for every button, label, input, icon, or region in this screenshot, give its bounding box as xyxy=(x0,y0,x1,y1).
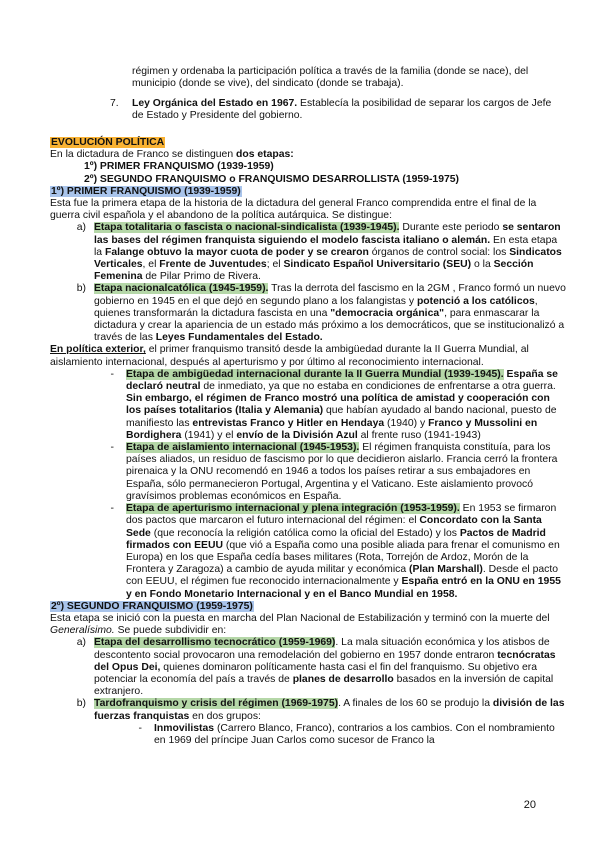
main-content xyxy=(50,137,566,747)
section-heading-primer: 1º) PRIMER FRANQUISMO (1939-1959) xyxy=(51,185,241,197)
list-item-7: 7. Ley Orgánica del Estado en 1967. Establecía la posibilidad de separar los cargos de Jefe de Estado y Presidente del gobierno. xyxy=(110,98,552,122)
foreign-stage-2: - Etapa de aislamiento internacional (1945-1953). El régimen franquista constituía, para los países aliados, un residuo de fascismo por lo que decidieron aislarlo. Francia cerró la frontera pirenaica y la ONU recomendó en 1946 a todos los países retirar a sus embajadores en España, sólo permanecieron Portugal, Argentina y el Vaticano. Este aislamiento provocó gravísimos problemas económicos en España. xyxy=(110,442,558,502)
primer-item-a: a) Etapa totalitaria o fascista o nacional-sindicalista (1939-1945). Durante este periodo se sentaron las bases del régimen franquista siguiendo el modelo fascista italiano o alemán. En esta etapa la Falange obtuvo la mayor cuota de poder y se crearon órganos de control social: los Sindicatos Verticales, el Frente de Juventudes; el Sindicato Español Universitario (SEU) o la Sección Femenina de Pilar Primo de Rivera. xyxy=(76,222,562,283)
continued-paragraph: régimen y ordenaba la participación política a través de la familia (donde se nace), del municipio (donde se vive), del sindicato (donde se trabaja). xyxy=(132,66,529,90)
segundo-item-b: b) Tardofranquismo y crisis del régimen (1969-1975). A finales de los 60 se produjo la división de las fuerzas franquistas en dos grupos: xyxy=(76,698,565,722)
stage-2-label: 2º) SEGUNDO FRANQUISMO o FRANQUISMO DESARROLLISTA (1959-1975) xyxy=(84,173,460,185)
page-number: 20 xyxy=(523,799,536,811)
section-heading-segundo: 2º) SEGUNDO FRANQUISMO (1959-1975) xyxy=(51,600,253,612)
intro-paragraph: En la dictadura de Franco se distinguen dos etapas: xyxy=(50,149,294,161)
foreign-policy-paragraph: En política exterior, el primer franquismo transitó desde la ambigüedad durante la II Guerra Mundial, al aislamiento internacional, después al aperturismo y por último al reconocimiento internacional. xyxy=(50,344,529,368)
segundo-subitem-inmovilistas: - Inmovilistas (Carrero Blanco, Franco), contrarios a los cambios. Con el nombramiento en 1969 del príncipe Juan Carlos como sucesor de Franco la xyxy=(138,722,555,746)
segundo-intro: Esta etapa se inició con la puesta en marcha del Plan Nacional de Estabilización y terminó con la muerte del Generalísimo. Se puede subdividir en: xyxy=(50,612,550,637)
foreign-stage-1: - Etapa de ambigüedad internacional durante la II Guerra Mundial (1939-1945). España se declaró neutral de inmediato, ya que no estaba en condiciones de enfrentarse a otra guerra. Sin embargo, el régimen de Franco mostró una política de amistad y cooperación con los países totalitarios (Italia y Alemania) que habían ayudado al bando nacional, puesto de manifiesto las entrevistas Franco y Hitler en Hendaya (1940) y Franco y Mussolini en Bordighera (1941) y el envío de la División Azul al frente ruso (1941-1943) xyxy=(110,368,558,441)
primer-intro: Esta fue la primera etapa de la historia de la dictadura del general Franco comprendida entre el final de la guerra civil española y el abandono de la política autárquica. Se distingue: xyxy=(50,198,537,222)
list-number: 7. xyxy=(110,98,119,109)
foreign-stage-3: - Etapa de aperturismo internacional y plena integración (1953-1959). En 1953 se firmaron dos pactos que marcaron el futuro internacional del régimen: el Concordato con la Santa Sede (que reconocía la religión católica como la oficial del Estado) y los Pactos de Madrid firmados con EEUU (que vió a España como una posible aliada para frenar el comunismo en Europa) en los que España cedía bases militares (Rota, Torrejón de Ardoz, Morón de la Frontera y Zaragoza) a cambio de ayuda militar y económica (Plan Marshall). Desde el pacto con EEUU, el régimen fue reconocido internacionalmente y España entró en la ONU en 1955 y en Fondo Monetario Internacional y en el Banco Mundial en 1958. xyxy=(110,503,561,600)
section-heading-evolucion: EVOLUCIÓN POLÍTICA xyxy=(51,137,165,148)
segundo-item-a: a) Etapa del desarrollismo tecnocrático (1959-1969). La mala situación económica y los atisbos de descontento social provocaron una remodelación del gobierno en 1957 donde entraron tecnócratas del Opus Dei, quienes dominaron políticamente hasta casi el fin del franquismo. Su objetivo era potenciar la economía del país a través de planes de desarrollo basados en la inversión de capital extranjero. xyxy=(76,637,556,698)
primer-item-b: b) Etapa nacionalcatólica (1945-1959). Tras la derrota del fascismo en la 2GM , Franco formó un nuevo gobierno en 1945 en el que dejó en segundo plano a los falangistas y potenció a los católicos, quienes transformarán la dictadura fascista en una "democracia orgánica", para enmascarar la dictadura y crear la apariencia de un estado más próximo a los democráticos, que se institucionalizó a través de las Leyes Fundamentales del Estado. xyxy=(76,283,566,344)
stage-1-label: 1º) PRIMER FRANQUISMO (1939-1959) xyxy=(84,161,274,173)
